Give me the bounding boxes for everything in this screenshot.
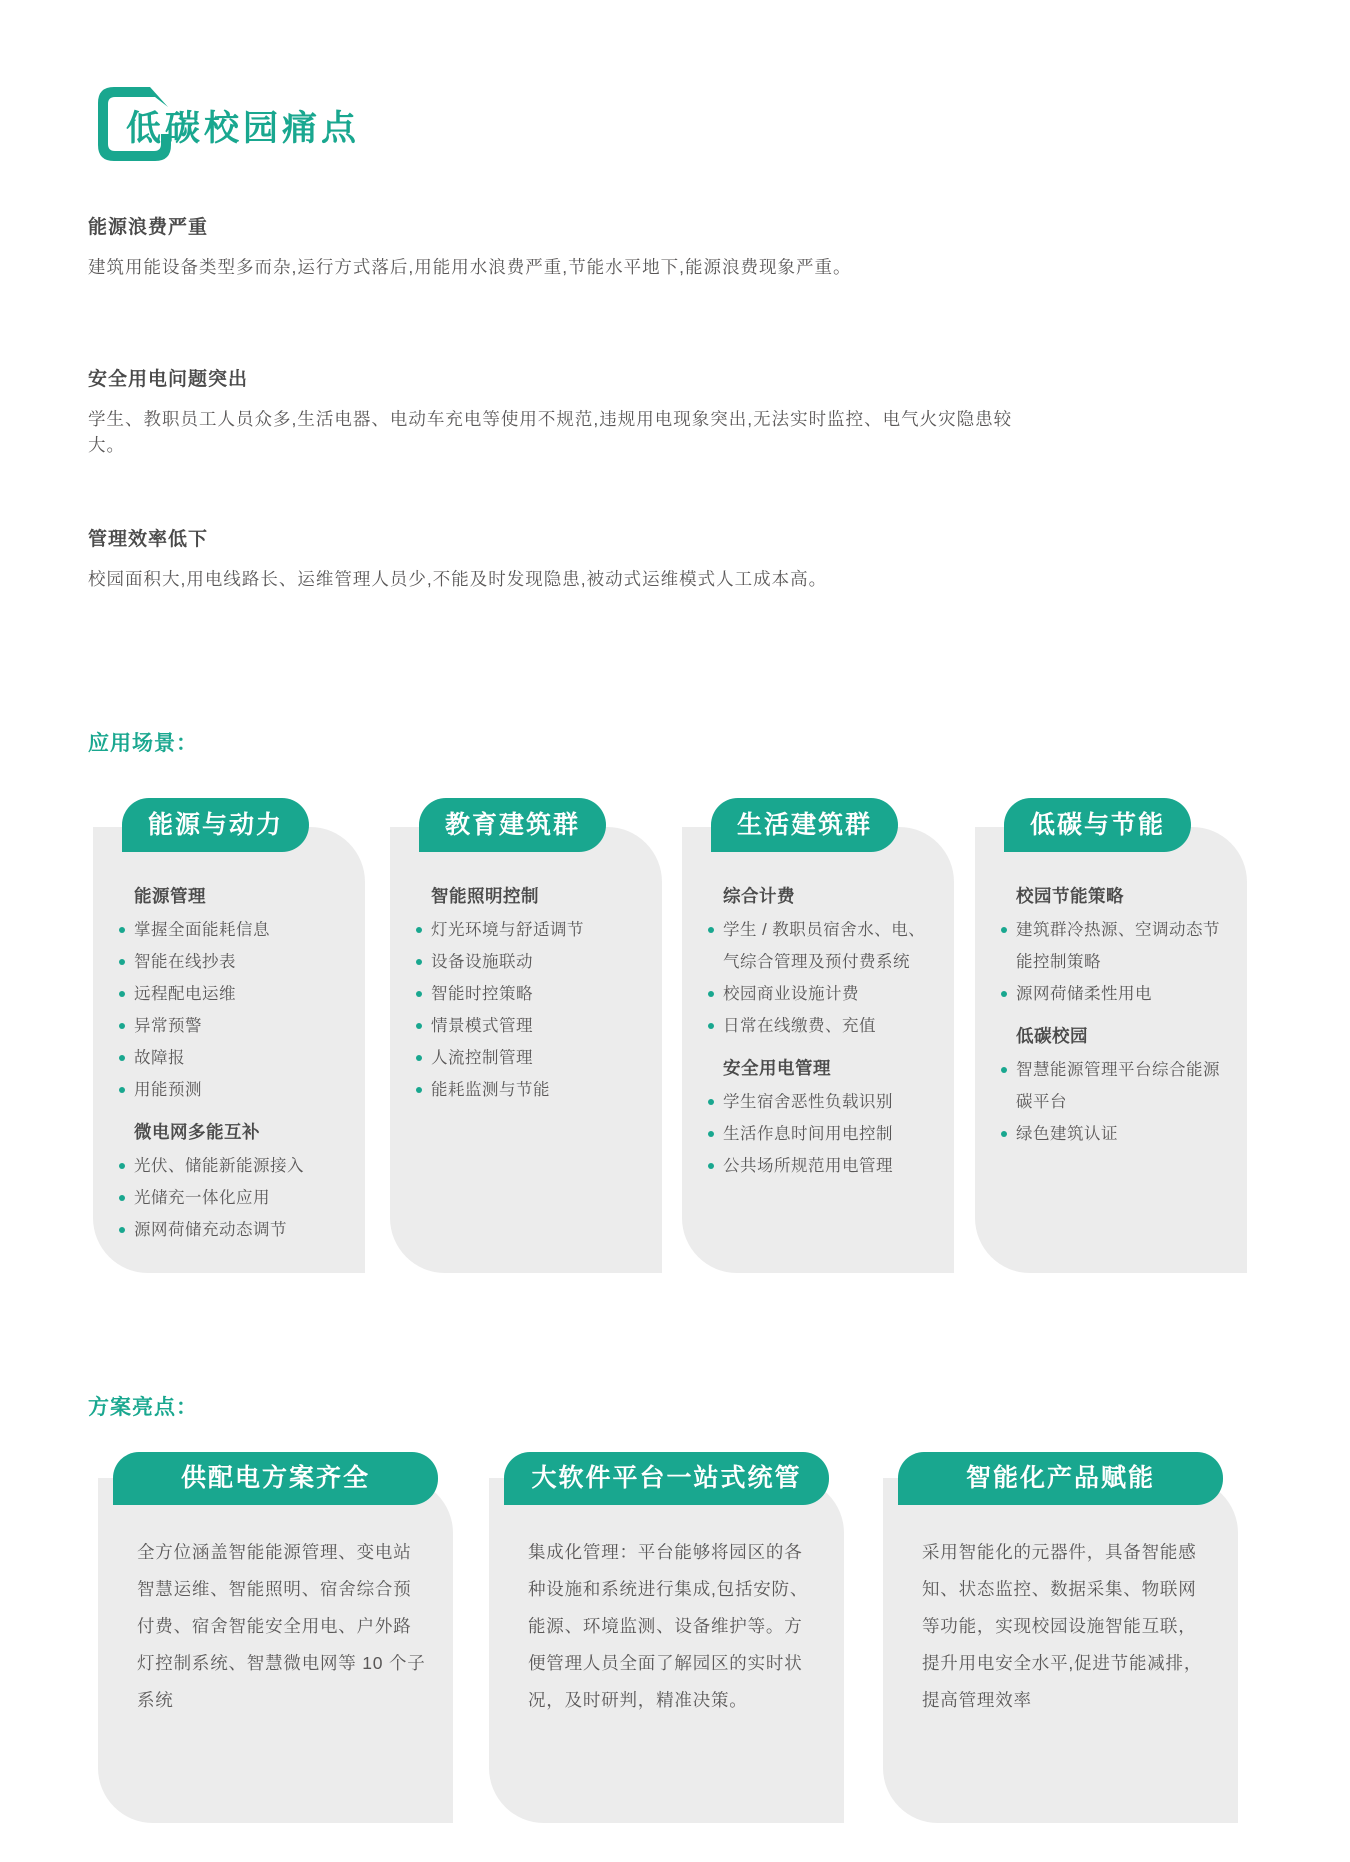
card-body [390,827,662,1273]
card-title-pill: 教育建筑群 [419,798,606,852]
card-body [489,1478,844,1823]
card-title-pill: 供配电方案齐全 [113,1452,438,1505]
list-item: 日常在线缴费、充值 [708,1010,942,1042]
bullet-dot-icon [119,1182,134,1214]
list-item: 设备设施联动 [416,946,650,978]
bullet-dot-icon [119,1074,134,1106]
section-label-scenarios: 应用场景： [88,732,198,755]
bullet-dot-icon [119,1042,134,1074]
card-subheading: 微电网多能互补 [134,1122,260,1142]
card-subheading: 安全用电管理 [723,1058,831,1078]
card-subheading: 综合计费 [723,886,795,906]
highlight-card-text: 采用智能化的元器件，具备智能感知、状态监控、数据采集、物联网等功能，实现校园设施智能互联，提升用电安全水平,促进节能减排，提高管理效率 [922,1542,1203,1710]
card-body [883,1478,1238,1823]
list-item: 远程配电运维 [119,978,353,1010]
pain-point [88,212,1018,280]
pain-point-title: 管理效率低下 [88,529,209,550]
card-subheading: 能源管理 [134,886,206,906]
page-title: 低碳校园痛点 [126,109,361,148]
highlight-cards [98,1452,1248,1823]
list-item: 用能预测 [119,1074,353,1106]
card-title-pill: 大软件平台一站式统管 [504,1452,829,1505]
pain-point-title: 安全用电问题突出 [88,369,249,390]
bullet-dot-icon [416,1042,431,1074]
card-body [682,827,954,1273]
bullet-dot-icon [119,946,134,978]
bullet-dot-icon [119,1010,134,1042]
pain-point-desc: 校园面积大,用电线路长、运维管理人员少,不能及时发现隐患,被动式运维模式人工成本高。 [88,569,828,589]
list-item: 故障报 [119,1042,353,1074]
bullet-dot-icon [708,1118,723,1150]
list-item: 智慧能源管理平台综合能源碳平台 [1001,1054,1235,1118]
list-item: 绿色建筑认证 [1001,1118,1235,1150]
bullet-dot-icon [708,1150,723,1182]
list-item: 光储充一体化应用 [119,1182,353,1214]
list-item: 学生宿舍恶性负载识别 [708,1086,942,1118]
list-item: 建筑群冷热源、空调动态节能控制策略 [1001,914,1235,978]
list-item: 异常预警 [119,1010,353,1042]
card-body [975,827,1247,1273]
bullet-dot-icon [708,1010,723,1042]
card-subheading: 校园节能策略 [1016,886,1124,906]
pain-point-desc: 学生、教职员工人员众多,生活电器、电动车充电等使用不规范,违规用电现象突出,无法实时监控、电气火灾隐患较大。 [88,409,1013,455]
list-item: 智能在线抄表 [119,946,353,978]
list-item: 能耗监测与节能 [416,1074,650,1106]
list-item: 光伏、储能新能源接入 [119,1150,353,1182]
highlight-card-software-platform [489,1452,844,1823]
bullet-dot-icon [119,978,134,1010]
bullet-dot-icon [1001,1118,1016,1150]
card-subheading: 智能照明控制 [431,886,539,906]
bullet-dot-icon [1001,914,1016,978]
bullet-dot-icon [1001,978,1016,1010]
scenario-cards [93,798,1253,1273]
card-body [93,827,365,1273]
scenario-card-living-buildings [682,798,954,1273]
card-title-pill: 能源与动力 [122,798,309,852]
list-item: 源网荷储柔性用电 [1001,978,1235,1010]
bullet-dot-icon [416,1010,431,1042]
bullet-dot-icon [416,946,431,978]
bullet-dot-icon [119,1214,134,1246]
scenario-card-education-buildings [390,798,662,1273]
highlight-card-text: 全方位涵盖智能能源管理、变电站智慧运维、智能照明、宿舍综合预付费、宿舍智能安全用电、户外路灯控制系统、智慧微电网等 10 个子系统 [137,1542,426,1710]
bullet-dot-icon [416,978,431,1010]
highlight-card-intelligent-products [883,1452,1238,1823]
pain-point [88,364,1018,458]
list-item: 生活作息时间用电控制 [708,1118,942,1150]
scenario-card-energy-power [93,798,365,1273]
list-item: 学生 / 教职员宿舍水、电、气综合管理及预付费系统 [708,914,942,978]
card-title-pill: 生活建筑群 [711,798,898,852]
list-item: 校园商业设施计费 [708,978,942,1010]
scenario-card-low-carbon [975,798,1247,1273]
pain-point [88,524,1018,592]
pain-point-title: 能源浪费严重 [88,217,209,238]
bullet-dot-icon [416,1074,431,1106]
bullet-dot-icon [119,914,134,946]
bullet-dot-icon [708,978,723,1010]
bullet-dot-icon [416,914,431,946]
highlight-card-text: 集成化管理：平台能够将园区的各种设施和系统进行集成,包括安防、能源、环境监测、设备维护等。方便管理人员全面了解园区的实时状况，及时研判，精准决策。 [528,1542,809,1710]
card-subheading: 低碳校园 [1016,1026,1088,1046]
bullet-dot-icon [119,1150,134,1182]
card-body [98,1478,453,1823]
card-title-pill: 智能化产品赋能 [898,1452,1223,1505]
list-item: 源网荷储充动态调节 [119,1214,353,1246]
bullet-dot-icon [708,1086,723,1118]
pain-point-desc: 建筑用能设备类型多而杂,运行方式落后,用能用水浪费严重,节能水平地下,能源浪费现象严重。 [88,257,852,277]
highlight-card-power-distribution [98,1452,453,1823]
list-item: 人流控制管理 [416,1042,650,1074]
bullet-dot-icon [708,914,723,978]
list-item: 情景模式管理 [416,1010,650,1042]
list-item: 灯光环境与舒适调节 [416,914,650,946]
list-item: 智能时控策略 [416,978,650,1010]
section-label-highlights: 方案亮点： [88,1396,198,1419]
card-title-pill: 低碳与节能 [1004,798,1191,852]
bullet-dot-icon [1001,1054,1016,1118]
list-item: 掌握全面能耗信息 [119,914,353,946]
list-item: 公共场所规范用电管理 [708,1150,942,1182]
